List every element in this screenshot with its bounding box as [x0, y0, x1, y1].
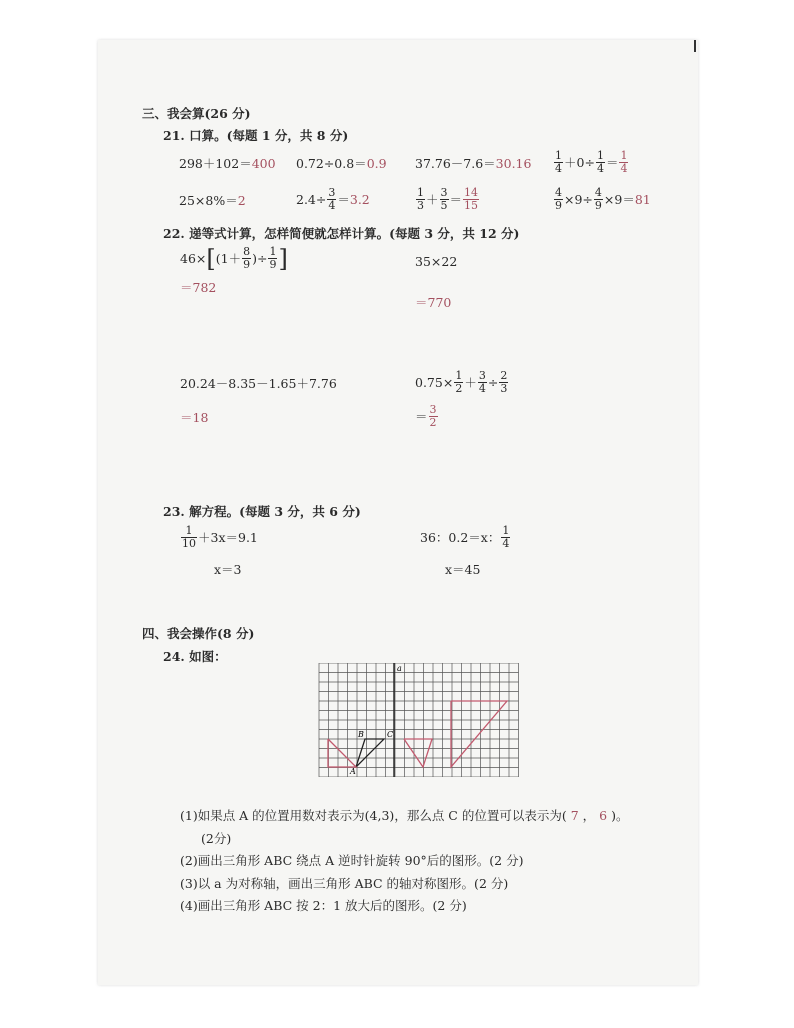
q21-item-5: 25×8%＝2 — [179, 193, 246, 208]
q22-problem-4: 0.75× $\frac{1}{2}$ ＋ $\frac{3}{4}$ ÷ $\frac{2}{3}$ — [415, 369, 508, 395]
label-C: C — [387, 730, 394, 739]
q24-sub1: (1)如果点 A 的位置用数对表示为(4,3)，那么点 C 的位置可以表示为( 7 ， 6 )。 — [180, 808, 629, 823]
grid-figure — [318, 663, 524, 777]
q24-sub1-points: (2分) — [201, 831, 232, 846]
q22-answer-3: ＝18 — [180, 410, 209, 425]
section3-title: 三、我会算(26 分) — [142, 106, 251, 121]
q24-sub4: (4)画出三角形 ABC 按 2：1 放大后的图形。(2 分) — [180, 898, 467, 913]
q21-item-3: 37.76－7.6＝30.16 — [415, 156, 532, 171]
enlarged-triangle — [451, 701, 507, 767]
q22-problem-1: 46× [ (1＋ $\frac{8}{9}$ )÷ $\frac{1}{9}$ ] — [180, 244, 288, 273]
q22-answer-4: ＝ $\frac{3}{2}$ — [415, 403, 437, 429]
q22-answer-2: ＝770 — [415, 295, 452, 310]
page-edge-mark — [694, 40, 696, 52]
rotated-triangle — [328, 739, 356, 767]
triangle-abc — [356, 739, 384, 767]
q21-title: 21. 口算。(每题 1 分，共 8 分) — [163, 128, 349, 143]
q21-item-6: 2.4÷ $\frac{3}{4}$ ＝ 3.2 — [296, 186, 370, 212]
q23-title: 23. 解方程。(每题 3 分，共 6 分) — [163, 504, 361, 519]
q22-problem-2: 35×22 — [415, 254, 458, 269]
q24-title: 24. 如图： — [163, 649, 227, 664]
q21-item-7: $\frac{1}{3}$ ＋ $\frac{3}{5}$ ＝ $\frac{14}{15}$ — [417, 186, 479, 212]
q21-item-8: $\frac{4}{9}$ ×9÷ $\frac{4}{9}$ ×9＝ 81 — [555, 186, 651, 212]
q24-answer-y: 6 — [599, 808, 608, 823]
q21-answer-8: 81 — [634, 192, 651, 207]
q21-answer-4: $\frac{1}{4}$ — [620, 149, 628, 175]
q21-answer-2: 0.9 — [366, 156, 387, 171]
q21-answer-3: 30.16 — [495, 156, 532, 171]
label-a: a — [397, 664, 402, 673]
q23-answer-2: x＝45 — [445, 562, 481, 577]
q21-answer-5: 2 — [237, 193, 246, 208]
q24-sub2: (2)画出三角形 ABC 绕点 A 逆时针旋转 90°后的图形。(2 分) — [180, 853, 524, 868]
q21-item-2: 0.72÷0.8＝0.9 — [296, 156, 387, 171]
q21-item-1: 298＋102＝400 — [179, 156, 276, 171]
q22-title: 22. 递等式计算，怎样简便就怎样计算。(每题 3 分，共 12 分) — [163, 226, 520, 241]
q21-item-4: $\frac{1}{4}$ ＋0÷ $\frac{1}{4}$ ＝ $\frac{1}{4}$ — [555, 149, 628, 175]
q21-answer-1: 400 — [251, 156, 276, 171]
q24-answer-x: 7 — [570, 808, 579, 823]
q24-sub3: (3)以 a 为对称轴，画出三角形 ABC 的轴对称图形。(2 分) — [180, 876, 509, 891]
section4-title: 四、我会操作(8 分) — [142, 626, 255, 641]
reflected-triangle — [404, 739, 432, 767]
q22-problem-3: 20.24－8.35－1.65＋7.76 — [180, 376, 337, 391]
q23-equation-1: $\frac{1}{10}$ ＋3x＝9.1 — [182, 524, 258, 550]
q23-equation-2: 36：0.2＝x： $\frac{1}{4}$ — [420, 524, 510, 550]
label-B: B — [358, 730, 364, 739]
q23-answer-1: x＝3 — [214, 562, 242, 577]
label-A: A — [350, 767, 356, 776]
q21-answer-6: 3.2 — [349, 192, 370, 207]
q21-answer-7: $\frac{14}{15}$ — [464, 186, 479, 212]
q22-answer-1: ＝782 — [180, 280, 217, 295]
